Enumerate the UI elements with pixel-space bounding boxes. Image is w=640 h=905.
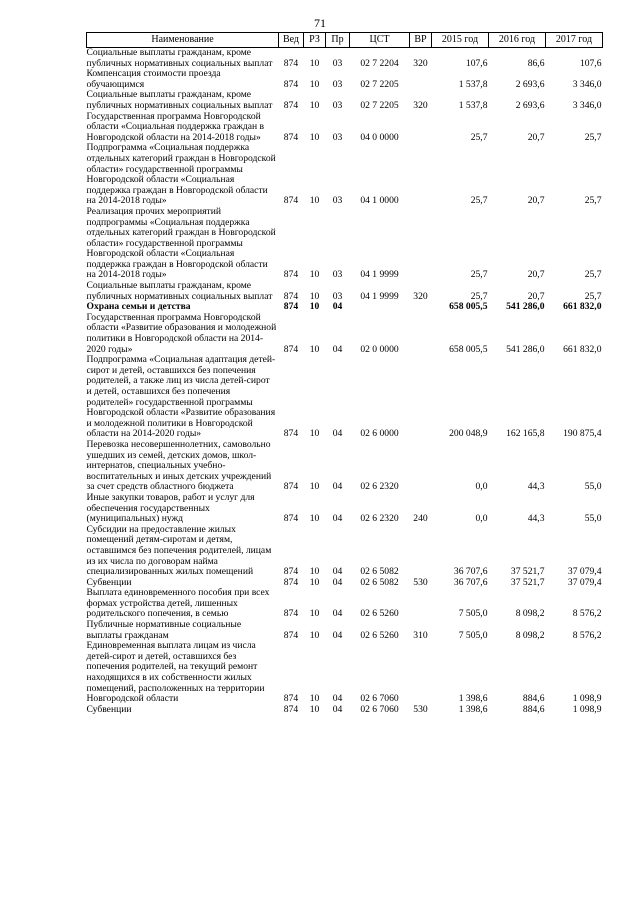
cell-2017: 25,7: [584, 290, 602, 302]
cell-2017: 1 098,9: [572, 693, 602, 705]
cell-cst: [350, 302, 410, 313]
cell-2017: 55,0: [584, 481, 602, 493]
cell-2015: 1 537,8: [458, 99, 488, 111]
table-header-row: [87, 33, 603, 48]
cell-cst: 04 1 9999: [360, 290, 399, 302]
cell-name: Субвенции: [86, 703, 132, 715]
cell-name: Публичные нормативные социальные выплаты гражданам: [86, 619, 242, 641]
cell-pr: 03: [332, 131, 343, 143]
cell-vr: [410, 525, 432, 578]
cell-2016: 20,7: [527, 131, 545, 143]
cell-2015: 25,7: [470, 290, 488, 302]
cell-vr: 530: [413, 703, 428, 715]
cell-name: Перевозка несовершеннолетних, самовольно ушедших из семей, детских домов, школ-интернатов, специальных учебно-воспитательных и иных детских учреждений за счет средств областного бюджета: [86, 438, 272, 493]
cell-2016: 20,7: [527, 290, 545, 302]
cell-vr: [410, 588, 432, 620]
table-row: [87, 641, 603, 705]
header-2017: 2017 год: [546, 33, 603, 48]
cell-vr: 320: [413, 99, 428, 111]
cell-2015: 36 707,6: [453, 576, 488, 588]
cell-rz: 10: [309, 608, 320, 620]
cell-ved: 874: [283, 608, 299, 620]
cell-pr: 04: [332, 566, 343, 578]
cell-ved: 874: [283, 703, 299, 715]
cell-2017: 3 346,0: [572, 99, 602, 111]
cell-rz: 10: [309, 78, 320, 90]
cell-name: Иные закупки товаров, работ и услуг для обеспечения государственных (муниципальных) нужд: [86, 491, 255, 525]
header-rz: РЗ: [304, 33, 326, 48]
cell-2017: 25,7: [584, 269, 602, 281]
cell-2017: 25,7: [584, 195, 602, 207]
cell-name: Компенсация стоимости проезда обучающимся: [86, 68, 221, 90]
cell-pr: 03: [332, 57, 343, 69]
cell-pr: 03: [332, 269, 343, 281]
cell-ved: 874: [283, 301, 299, 313]
cell-2017: 107,6: [579, 57, 602, 69]
budget-table: [86, 32, 603, 715]
cell-vr: 530: [413, 576, 428, 588]
cell-rz: 10: [309, 290, 320, 302]
cell-ved: 874: [283, 481, 299, 493]
cell-rz: 10: [309, 301, 320, 313]
cell-vr: [410, 143, 432, 207]
table-row: [87, 705, 603, 716]
cell-2016: 37 521,7: [510, 576, 545, 588]
cell-2016: 884,6: [522, 703, 545, 715]
table-row: [87, 620, 603, 641]
table-row: [87, 493, 603, 525]
cell-cst: 02 6 5260: [360, 629, 399, 641]
cell-2017: 190 875,4: [563, 428, 602, 440]
cell-2016: 86,6: [527, 57, 545, 69]
table-row: [87, 48, 603, 70]
cell-rz: 10: [309, 57, 320, 69]
cell-vr: [410, 69, 432, 90]
table-body: [87, 48, 603, 716]
cell-name: Охрана семьи и детства: [86, 301, 191, 313]
cell-ved: 874: [283, 78, 299, 90]
cell-pr: 03: [332, 290, 343, 302]
cell-cst: 02 6 7060: [360, 703, 399, 715]
cell-2015: 107,6: [465, 57, 488, 69]
cell-2015: 200 048,9: [449, 428, 488, 440]
cell-pr: 04: [332, 703, 343, 715]
cell-ved: 874: [283, 513, 299, 525]
cell-rz: 10: [309, 343, 320, 355]
cell-2015: 7 505,0: [458, 608, 488, 620]
cell-cst: 02 7 2204: [360, 57, 399, 69]
cell-ved: 874: [283, 195, 299, 207]
cell-2017: 1 098,9: [572, 703, 602, 715]
cell-cst: 04 1 0000: [360, 195, 399, 207]
cell-vr: [410, 302, 432, 313]
cell-2017: 8 576,2: [572, 608, 602, 620]
cell-2016: 2 693,6: [515, 78, 545, 90]
cell-2016: 541 286,0: [506, 343, 545, 355]
cell-2016: 20,7: [527, 269, 545, 281]
cell-name: Реализация прочих мероприятий подпрограммы «Социальная поддержка отдельных категорий граждан в Новгородской области» государственной программы Новгородской области «Социальная поддержка граждан в Новгородской области на 2014-2018 годы»: [86, 205, 276, 281]
cell-2016: 884,6: [522, 693, 545, 705]
cell-pr: 04: [332, 343, 343, 355]
cell-cst: 02 6 5082: [360, 576, 399, 588]
header-vr: ВР: [410, 33, 432, 48]
cell-ved: 874: [283, 269, 299, 281]
cell-2017: 25,7: [584, 131, 602, 143]
cell-2016: 162 165,8: [506, 428, 545, 440]
header-cst: ЦСТ: [350, 33, 410, 48]
cell-2015: 7 505,0: [458, 629, 488, 641]
cell-cst: 02 6 0000: [360, 428, 399, 440]
cell-ved: 874: [283, 343, 299, 355]
cell-name: Выплата единовременного пособия при всех формах устройства детей, лишенных родительского попечения, в семью: [86, 587, 270, 620]
cell-2017: 661 832,0: [563, 343, 602, 355]
cell-2016: 8 098,2: [515, 629, 545, 641]
cell-cst: 04 0 0000: [360, 131, 399, 143]
cell-name: Государственная программа Новгородской области «Социальная поддержка граждан в Новгородской области на 2014-2018 годы»: [86, 110, 265, 143]
cell-rz: 10: [309, 703, 320, 715]
cell-pr: 03: [332, 195, 343, 207]
cell-vr: [410, 355, 432, 440]
cell-name: Субвенции: [86, 576, 132, 588]
cell-ved: 874: [283, 693, 299, 705]
cell-pr: 04: [332, 576, 343, 588]
cell-vr: [410, 313, 432, 355]
cell-vr: [410, 641, 432, 705]
cell-cst: 02 0 0000: [360, 343, 399, 355]
cell-cst: 04 1 9999: [360, 269, 399, 281]
cell-2015: 1 537,8: [458, 78, 488, 90]
header-2016: 2016 год: [489, 33, 546, 48]
cell-2017: 661 832,0: [563, 301, 602, 313]
cell-vr: 240: [413, 513, 428, 525]
cell-rz: 10: [309, 195, 320, 207]
cell-name: Единовременная выплата лицам из числа детей-сирот и детей, оставшихся без попечения родителей, на текущий ремонт находящихся в их собственности жилых помещений, расположенных на территории Новгородской области: [86, 640, 265, 705]
cell-2015: 25,7: [470, 269, 488, 281]
cell-rz: 10: [309, 576, 320, 588]
cell-vr: 320: [413, 290, 428, 302]
cell-ved: 874: [283, 131, 299, 143]
cell-cst: 02 6 5260: [360, 608, 399, 620]
cell-2015: 1 398,6: [458, 703, 488, 715]
cell-name: Социальные выплаты гражданам, кроме публичных нормативных социальных выплат: [86, 280, 273, 302]
table-row: [87, 69, 603, 90]
cell-2017: 37 079,4: [567, 566, 602, 578]
cell-2015: 658 005,5: [449, 343, 488, 355]
cell-2017: 8 576,2: [572, 629, 602, 641]
cell-vr: [410, 440, 432, 493]
cell-rz: 10: [309, 428, 320, 440]
cell-2015: 0,0: [475, 481, 488, 493]
cell-pr: 04: [332, 629, 343, 641]
cell-2016: 37 521,7: [510, 566, 545, 578]
header-2015: 2015 год: [432, 33, 489, 48]
table-row: [87, 207, 603, 281]
cell-name: Субсидии на предоставление жилых помещений детям-сиротам и детям, оставшимся без попечения родителей, лицам из их числа по договорам найма специализированных жилых помещений: [86, 523, 272, 578]
table-row: [87, 281, 603, 302]
cell-ved: 874: [283, 57, 299, 69]
cell-2016: 8 098,2: [515, 608, 545, 620]
cell-rz: 10: [309, 131, 320, 143]
cell-name: Социальные выплаты гражданам, кроме публичных нормативных социальных выплат: [86, 47, 273, 69]
table-row: [87, 525, 603, 578]
cell-2016: 20,7: [527, 195, 545, 207]
cell-name: Государственная программа Новгородской области «Развитие образования и молодежной политики в Новгородской области на 2014-2020 годы»: [86, 311, 277, 355]
page-number: 71: [314, 16, 326, 30]
cell-cst: 02 6 2320: [360, 513, 399, 525]
table-row: [87, 355, 603, 440]
cell-pr: 04: [332, 513, 343, 525]
header-ved: Вед: [279, 33, 304, 48]
cell-pr: 04: [332, 608, 343, 620]
cell-name: Подпрограмма «Социальная адаптация детей-сирот и детей, оставшихся без попечения родителей, а также лиц из числа детей-сирот и детей, оставшихся без попечения родителей» государственной программы Новгородской области «Развитие образования и молодежной политики в Новгородской области на 2014-2020 годы»: [86, 354, 276, 440]
header-name: Наименование: [87, 33, 279, 48]
cell-vr: 310: [413, 629, 428, 641]
cell-rz: 10: [309, 566, 320, 578]
cell-pr: 03: [332, 99, 343, 111]
cell-pr: 04: [332, 428, 343, 440]
cell-cst: 02 6 7060: [360, 693, 399, 705]
cell-2016: 44,3: [527, 481, 545, 493]
cell-2015: 1 398,6: [458, 693, 488, 705]
cell-pr: 04: [332, 481, 343, 493]
cell-name: Подпрограмма «Социальная поддержка отдельных категорий граждан в Новгородской области» государственной программы Новгородской области «Социальная поддержка граждан в Новгородской области на 2014-2018 годы»: [86, 142, 276, 207]
header-pr: Пр: [326, 33, 350, 48]
cell-cst: 02 6 2320: [360, 481, 399, 493]
table-row: [87, 90, 603, 111]
cell-2017: 37 079,4: [567, 576, 602, 588]
cell-cst: 02 6 5082: [360, 566, 399, 578]
cell-2017: 55,0: [584, 513, 602, 525]
cell-ved: 874: [283, 99, 299, 111]
cell-2015: 25,7: [470, 195, 488, 207]
cell-cst: 02 7 2205: [360, 78, 399, 90]
cell-ved: 874: [283, 290, 299, 302]
table-row: [87, 588, 603, 620]
cell-ved: 874: [283, 629, 299, 641]
cell-rz: 10: [309, 481, 320, 493]
cell-2016: 44,3: [527, 513, 545, 525]
cell-2015: 25,7: [470, 131, 488, 143]
cell-pr: 04: [332, 301, 343, 313]
cell-pr: 04: [332, 693, 343, 705]
cell-rz: 10: [309, 629, 320, 641]
cell-cst: 02 7 2205: [360, 99, 399, 111]
cell-ved: 874: [283, 566, 299, 578]
cell-rz: 10: [309, 693, 320, 705]
cell-2016: 2 693,6: [515, 99, 545, 111]
table-row: [87, 313, 603, 355]
cell-ved: 874: [283, 428, 299, 440]
cell-vr: 320: [413, 57, 428, 69]
table-row: [87, 143, 603, 207]
cell-name: Социальные выплаты гражданам, кроме публичных нормативных социальных выплат: [86, 89, 273, 111]
cell-rz: 10: [309, 99, 320, 111]
cell-vr: [410, 207, 432, 281]
cell-vr: [410, 112, 432, 144]
cell-ved: 874: [283, 576, 299, 588]
cell-2017: 3 346,0: [572, 78, 602, 90]
cell-2016: 541 286,0: [506, 301, 545, 313]
cell-2015: 658 005,5: [449, 301, 488, 313]
cell-rz: 10: [309, 269, 320, 281]
table-row: [87, 440, 603, 493]
cell-2015: 0,0: [475, 513, 488, 525]
cell-pr: 03: [332, 78, 343, 90]
cell-2015: 36 707,6: [453, 566, 488, 578]
table-row: [87, 112, 603, 144]
cell-rz: 10: [309, 513, 320, 525]
